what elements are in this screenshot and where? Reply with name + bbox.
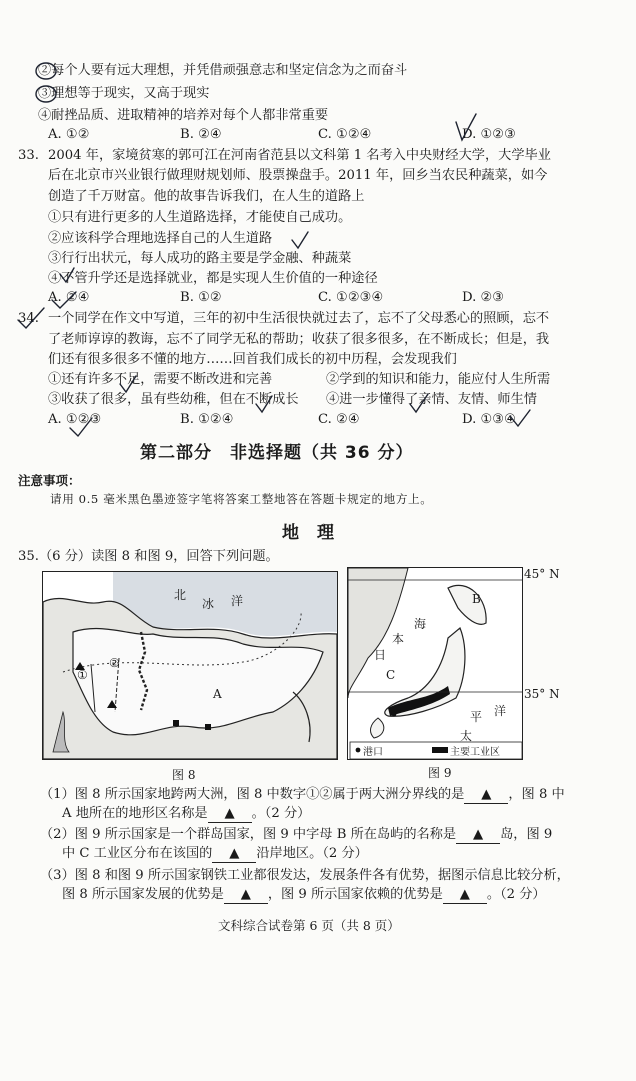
fig8-label: 冰 (202, 597, 215, 611)
q34-line: 了老师谆谆的教诲，忘不了同学无私的帮助；收获了很多很多，在不断成长；但是，我 (48, 332, 550, 347)
part2-title: 第二部分 非选择题（共 36 分） (140, 443, 414, 463)
fig8-label-a: A (213, 687, 222, 701)
pen-check-mark (60, 268, 74, 282)
q34-item-4: ④进一步懂得了亲情、友情、师生情 (326, 392, 537, 407)
q34-item-3: ③收获了很多，虽有些幼稚，但在不断成长 (48, 392, 299, 407)
fig9-label: 海 (414, 617, 427, 631)
figure-9-caption: 图 9 (428, 766, 452, 780)
q33-line: 2004 年，家境贫寒的郭可江在河南省范县以文科第 1 名考入中央财经大学，大学毕业 (48, 148, 551, 163)
q34-item-2: ②学到的知识和能力，能应付人生所需 (326, 372, 551, 387)
q33-number: 33. (18, 148, 39, 163)
q32-option-a: A. ①② (48, 127, 90, 142)
fig9-lat-45: 45° N (524, 567, 560, 581)
q33-line: 后在北京市兴业银行做理财规划师、股票操盘手。2011 年，回乡当农民种蔬菜，如今 (48, 168, 548, 183)
pen-check-mark (120, 376, 136, 392)
answer-blank[interactable]: ▲ (212, 846, 256, 863)
q34-option-c: C. ②④ (318, 412, 360, 427)
answer-blank[interactable]: ▲ (208, 806, 252, 823)
handwriting-marks (0, 0, 636, 470)
fig9-legend-port: 港口 (363, 747, 383, 758)
pen-check-mark (256, 396, 272, 412)
q32-item-4: ④耐挫品质、进取精神的培养对每个人都非常重要 (38, 108, 329, 123)
notice-text: 请用 0.5 毫米黑色墨迹签字笔将答案工整地答在答题卡规定的地方上。 (50, 492, 433, 506)
q32-item-3: ③理想等于现实，又高于现实 (38, 86, 210, 101)
fig9-legend-industry: 主要工业区 (450, 747, 500, 758)
q32-option-d: D. ①②③ (462, 127, 516, 142)
q32-option-c: C. ①②④ (318, 127, 372, 142)
q34-option-a: A. ①②③ (48, 412, 102, 427)
fig9-label: 洋 (494, 704, 507, 718)
figure-8-map (42, 571, 338, 760)
subject-title: 地理 (282, 523, 352, 543)
fig9-lat-35: 35° N (524, 687, 560, 701)
pen-circle-mark (36, 63, 56, 79)
q33-option-d: D. ②③ (462, 290, 505, 305)
q34-item-1: ①还有许多不足，需要不断改进和完善 (48, 372, 273, 387)
q34-option-d: D. ①③④ (462, 412, 516, 427)
q34-option-b: B. ①②④ (180, 412, 234, 427)
q33-item-3: ③行行出状元，每人成功的路主要是学金融、种蔬菜 (48, 251, 352, 266)
pen-check-mark (456, 114, 476, 140)
notice-heading: 注意事项： (18, 473, 81, 488)
q35-part1-line2: A 地所在的地形区名称是 ▲ 。（2 分） (62, 806, 311, 821)
pen-circle-mark (36, 86, 56, 102)
q32-option-b: B. ②④ (180, 127, 222, 142)
pen-check-mark (18, 308, 44, 328)
q35-part3-line2: 图 8 所示国家发展的优势是 ▲ ，图 9 所示国家依赖的优势是 ▲ 。（2 分） (62, 887, 546, 902)
fig8-label: 北 (174, 588, 187, 602)
fig9-label: 太 (460, 729, 473, 743)
figure-9-map (347, 567, 523, 760)
q34-line: 们还有很多很多不懂的地方……回首我们成长的初中历程，会发现我们 (48, 352, 457, 367)
fig9-label: 日 (374, 648, 387, 662)
q35-part2-line1: （2）图 9 所示国家是一个群岛国家，图 9 中字母 B 所在岛屿的名称是 ▲ 岛，图 9 (40, 827, 553, 842)
answer-blank[interactable]: ▲ (464, 787, 508, 804)
pen-check-mark (510, 410, 530, 426)
pen-check-mark (410, 394, 428, 412)
q33-item-1: ①只有进行更多的人生道路选择，才能使自己成功。 (48, 210, 352, 225)
q33-option-a: A. ②④ (48, 290, 90, 305)
answer-blank[interactable]: ▲ (224, 887, 268, 904)
q33-item-2: ②应该科学合理地选择自己的人生道路 (48, 231, 273, 246)
q33-option-b: B. ①② (180, 290, 222, 305)
fig8-label: 洋 (231, 594, 244, 608)
q35-intro: 35.（6 分）读图 8 和图 9，回答下列问题。 (18, 549, 279, 564)
pen-check-mark (52, 292, 76, 308)
fig8-label-2: ② (109, 656, 120, 670)
answer-blank[interactable]: ▲ (443, 887, 487, 904)
fig9-label-c: C (386, 668, 396, 682)
q33-item-4: ④不管升学还是选择就业，都是实现人生价值的一种途径 (48, 271, 378, 286)
fig9-label: 本 (392, 632, 405, 646)
pen-check-mark (70, 418, 92, 436)
answer-blank[interactable]: ▲ (456, 827, 500, 844)
q33-line: 创造了千万财富。他的故事告诉我们，在人生的道路上 (48, 189, 365, 204)
fig8-label-1: ① (77, 668, 88, 682)
q34-number: 34. (18, 311, 39, 326)
q35-part2-line2: 中 C 工业区分布在该国的 ▲ 沿岸地区。（2 分） (62, 846, 368, 861)
figure-8-caption: 图 8 (172, 768, 196, 782)
q33-option-c: C. ①②③④ (318, 290, 384, 305)
q32-item-2: ②每个人要有远大理想，并凭借顽强意志和坚定信念为之而奋斗 (38, 63, 408, 78)
fig9-label: 平 (470, 710, 483, 724)
q34-line: 一个同学在作文中写道，三年的初中生活很快就过去了，忘不了父母悉心的照顾，忘不 (48, 311, 550, 326)
pen-check-mark (292, 232, 308, 248)
page-footer: 文科综合试卷第 6 页（共 8 页） (218, 918, 400, 933)
q35-part3-line1: （3）图 8 和图 9 所示国家钢铁工业都很发达，发展条件各有优势，据图示信息比较分析， (40, 868, 570, 883)
fig9-label-b: B (472, 592, 481, 606)
q35-part1-line1: （1）图 8 所示国家地跨两大洲，图 8 中数字①②属于两大洲分界线的是 ▲ ，图 8 中 (40, 787, 565, 802)
